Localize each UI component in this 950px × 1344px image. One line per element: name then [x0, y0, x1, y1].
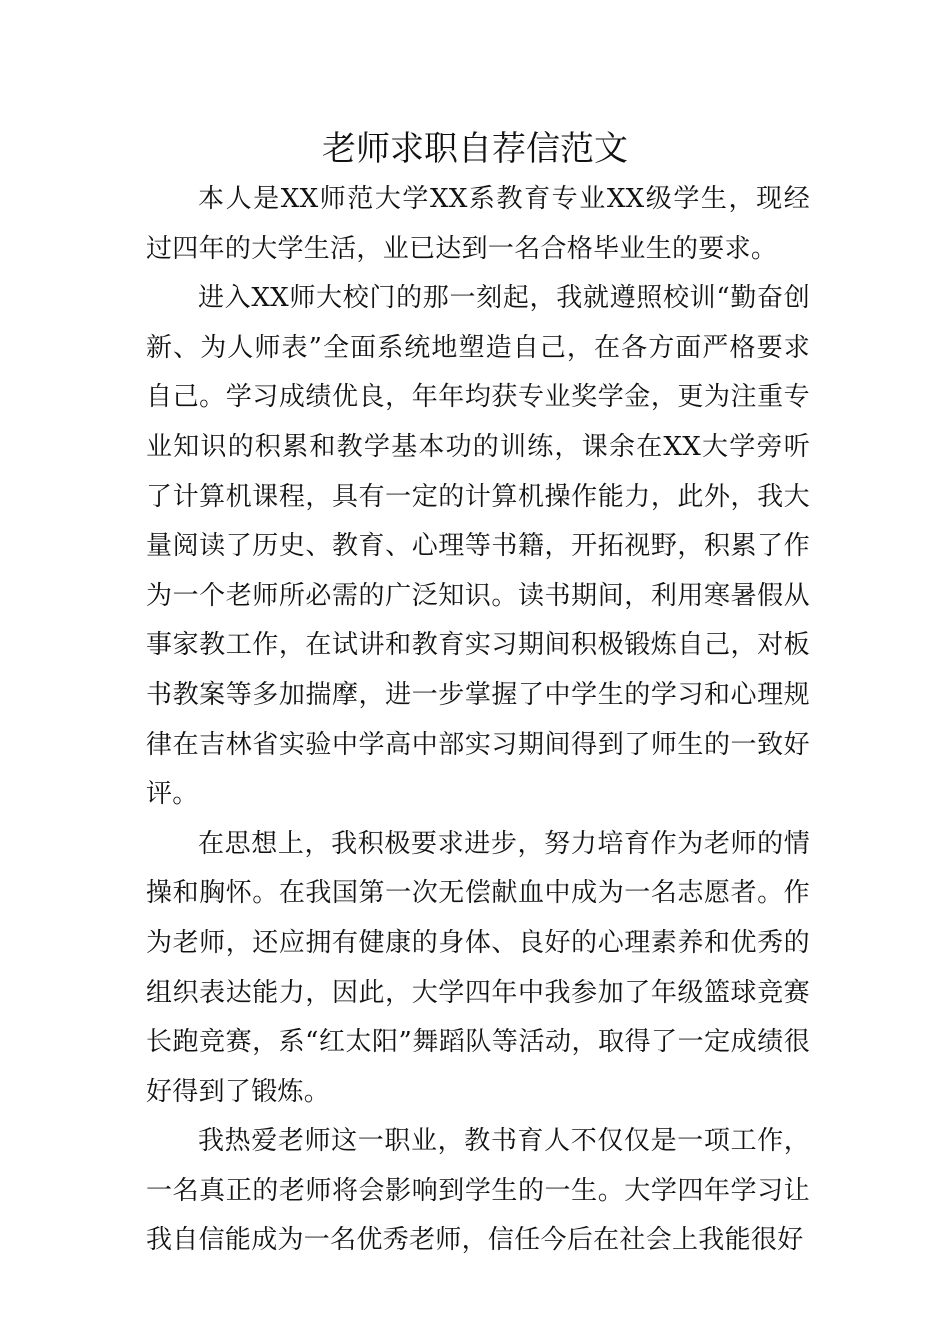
- paragraph-study: 进入XX师大校门的那一刻起，我就遵照校训“勤奋创新、为人师表”全面系统地塑造自己，在各方面严格要求自己。学习成绩优良，年年均获专业奖学金，更为注重专业知识的积累和教学基本功的训练，课余在XX大学旁听了计算机课程，具有一定的计算机操作能力，此外，我大量阅读了历史、教育、心理等书籍，开拓视野，积累了作为一个老师所必需的广泛知识。读书期间，利用寒暑假从事家教工作，在试讲和教育实习期间积极锻炼自己，对板书教案等多加揣摩，进一步掌握了中学生的学习和心理规律在吉林省实验中学高中部实习期间得到了师生的一致好评。: [146, 283, 810, 810]
- document-title: 老师求职自荐信范文: [322, 129, 628, 169]
- paragraph-career: 我热爱老师这一职业，教书育人不仅仅是一项工作，一名真正的老师将会影响到学生的一生。大学四年学习让我自信能成为一名优秀老师，信任今后在社会上我能很好: [146, 1126, 810, 1256]
- document-body: [146, 175, 810, 1266]
- paragraph-ideology: 在思想上，我积极要求进步，努力培育作为老师的情操和胸怀。在我国第一次无偿献血中成为一名志愿者。作为老师，还应拥有健康的身体、良好的心理素养和优秀的组织表达能力，因此，大学四年中我参加了年级篮球竞赛长跑竞赛，系“红太阳”舞蹈队等活动，取得了一定成绩很好得到了锻炼。: [146, 828, 810, 1107]
- paragraph-intro: 本人是XX师范大学XX系教育专业XX级学生，现经过四年的大学生活，业已达到一名合格毕业生的要求。: [146, 184, 810, 264]
